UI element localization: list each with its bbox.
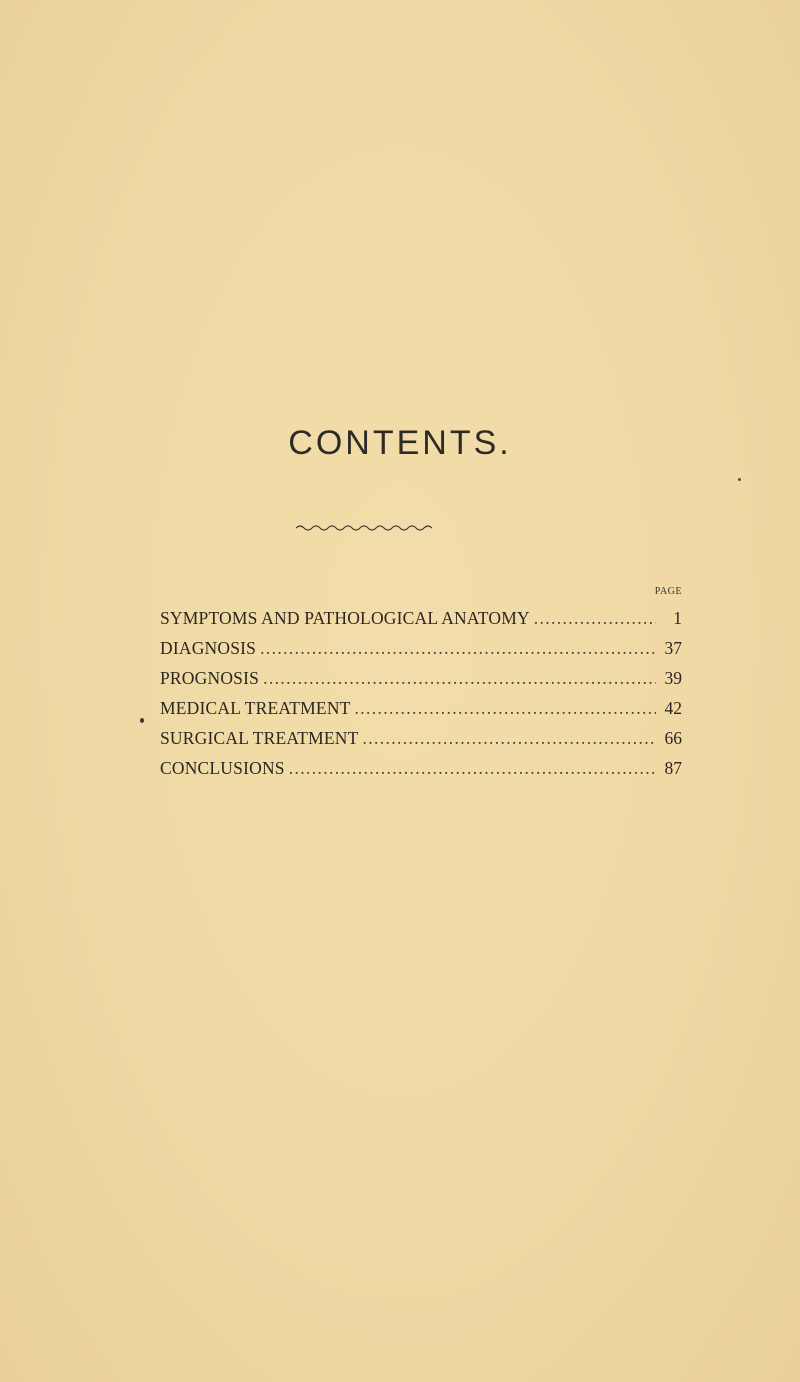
toc-entry-title: SYMPTOMS AND PATHOLOGICAL ANATOMY (160, 608, 530, 628)
toc-entry-title: DIAGNOSIS (160, 638, 257, 658)
page-title: CONTENTS. (288, 424, 512, 462)
toc-entry (160, 638, 682, 668)
toc-entry-title: PROGNOSIS (160, 668, 260, 688)
toc-entry-page: 87 (664, 758, 682, 778)
toc-entry-page: 66 (664, 728, 682, 748)
paper-speck (140, 718, 144, 723)
dot-leader (260, 638, 656, 659)
dot-leader (363, 728, 656, 749)
toc-entry (160, 698, 682, 728)
toc-entry-page: 42 (664, 698, 682, 718)
toc-entry (160, 728, 682, 758)
wavy-rule-ornament (296, 522, 432, 532)
toc-entry-title: SURGICAL TREATMENT (160, 728, 359, 748)
paper-speck (738, 478, 741, 481)
toc-entry-page: 39 (664, 668, 682, 688)
dot-leader (289, 758, 656, 779)
toc-entry-page: 1 (673, 608, 682, 628)
toc-entry (160, 608, 682, 638)
toc-entry-page: 37 (664, 638, 682, 658)
toc-entry (160, 758, 682, 788)
toc-entry-title: CONCLUSIONS (160, 758, 285, 778)
page-column-heading: PAGE (654, 586, 682, 597)
dot-leader (534, 608, 656, 629)
toc-entry-title: MEDICAL TREATMENT (160, 698, 351, 718)
dot-leader (263, 668, 656, 689)
dot-leader (355, 698, 656, 719)
toc-entry (160, 668, 682, 698)
table-of-contents (160, 608, 682, 788)
